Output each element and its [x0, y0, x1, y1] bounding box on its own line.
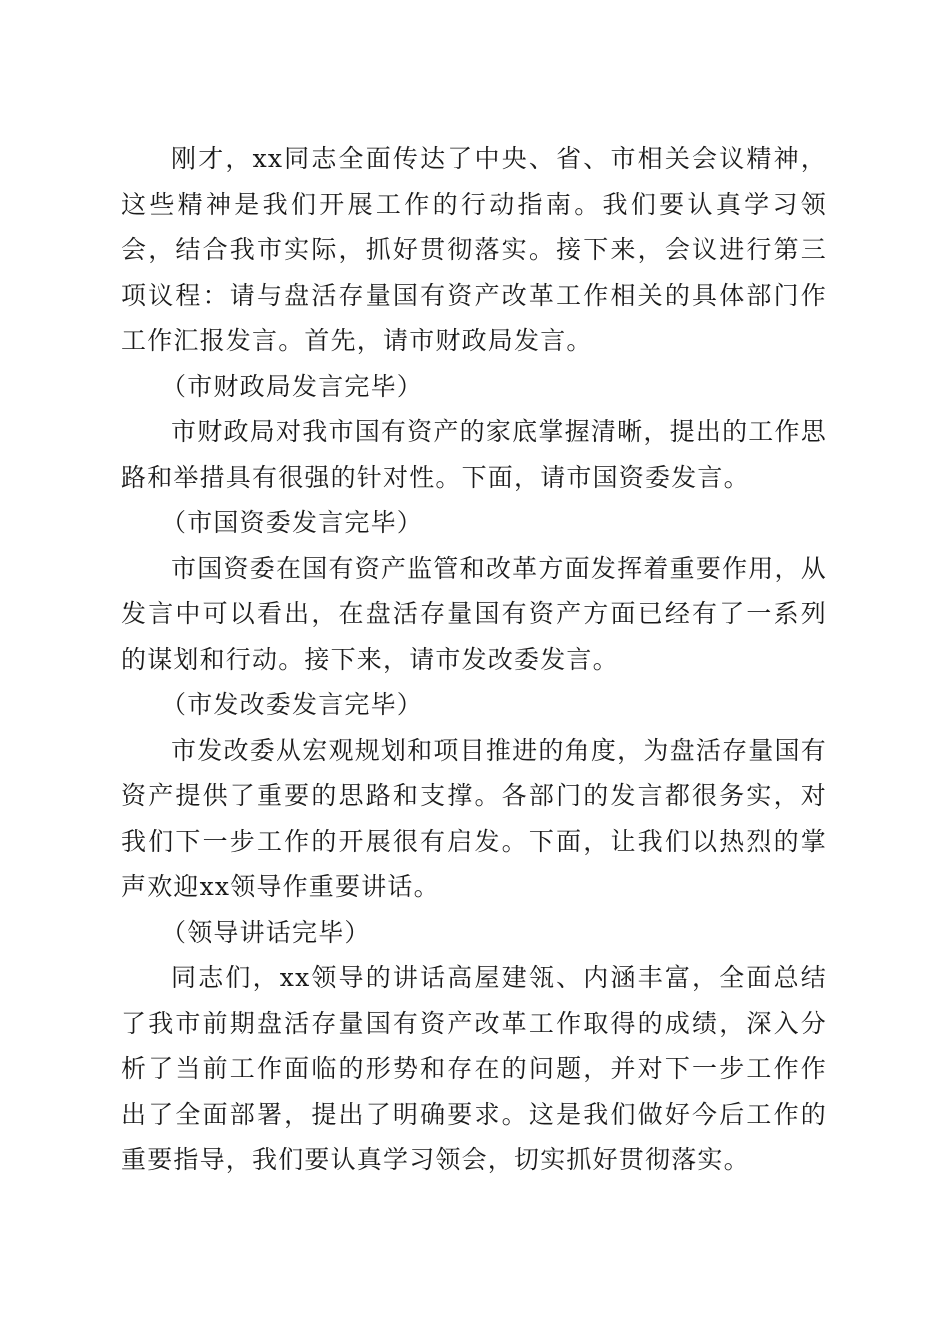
note-sasac-done: （市国资委发言完毕）	[161, 508, 424, 537]
note-leader-speech-done: （领导讲话完毕）	[161, 917, 371, 947]
paragraph-sasac: 市国资委在国有资产监管和改革方面发挥着重要作用，从发言中可以看出，在盘活存量国有资产方面已经有了一系列的谋划和行动。接下来，请市发改委发言。	[121, 553, 827, 674]
paragraph-ndrc: 市发改委从宏观规划和项目推进的角度，为盘活存量国有资产提供了重要的思路和支撑。各部门的发言都很务实，对我们下一步工作的开展很有启发。下面，让我们以热烈的掌声欢迎xx领导作重要讲话。	[121, 735, 827, 901]
paragraph-finance-bureau: 市财政局对我市国有资产的家底掌握清晰，提出的工作思路和举措具有很强的针对性。下面，请市国资委发言。	[121, 417, 827, 492]
note-ndrc-done: （市发改委发言完毕）	[161, 690, 424, 719]
document-body	[121, 136, 827, 1183]
note-finance-bureau-done: （市财政局发言完毕）	[161, 371, 424, 401]
paragraph-closing: 同志们，xx领导的讲话高屋建瓴、内涵丰富，全面总结了我市前期盘活存量国有资产改革工作取得的成绩，深入分析了当前工作面临的形势和存在的问题，并对下一步工作作出了全面部署，提出了明确要求。这是我们做好今后工作的重要指导，我们要认真学习领会，切实抓好贯彻落实。	[121, 963, 827, 1174]
paragraph-opening: 刚才，xx同志全面传达了中央、省、市相关会议精神，这些精神是我们开展工作的行动指南。我们要认真学习领会，结合我市实际，抓好贯彻落实。接下来，会议进行第三项议程：请与盘活存量国有资产改革工作相关的具体部门作工作汇报发言。首先，请市财政局发言。	[121, 144, 827, 355]
